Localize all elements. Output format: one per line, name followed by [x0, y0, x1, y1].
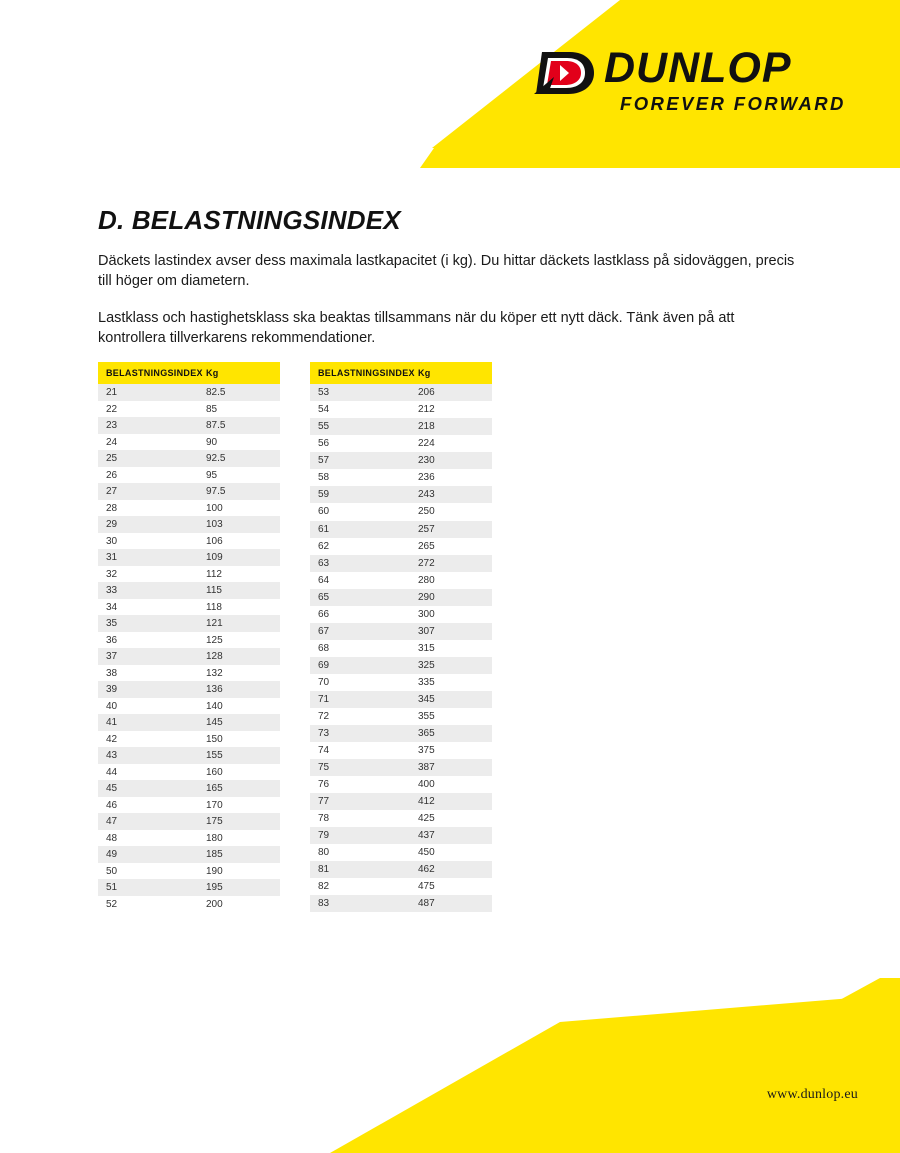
cell-index: 62	[310, 538, 410, 555]
cell-kg: 97.5	[198, 483, 280, 500]
table-row	[98, 533, 280, 550]
cell-index: 27	[98, 483, 198, 500]
column-header-index: BELASTNINGSINDEX	[310, 362, 410, 384]
cell-kg: 224	[410, 435, 492, 452]
cell-kg: 230	[410, 452, 492, 469]
cell-index: 23	[98, 417, 198, 434]
cell-kg: 325	[410, 657, 492, 674]
cell-index: 75	[310, 759, 410, 776]
cell-index: 52	[98, 896, 198, 913]
load-index-table-left	[98, 362, 280, 912]
cell-index: 32	[98, 566, 198, 583]
table-row	[98, 566, 280, 583]
cell-kg: 128	[198, 648, 280, 665]
cell-index: 29	[98, 516, 198, 533]
cell-index: 34	[98, 599, 198, 616]
cell-index: 31	[98, 549, 198, 566]
cell-index: 42	[98, 731, 198, 748]
table-row	[310, 469, 492, 486]
cell-index: 81	[310, 861, 410, 878]
cell-index: 24	[98, 434, 198, 451]
cell-index: 44	[98, 764, 198, 781]
table-row	[310, 452, 492, 469]
cell-kg: 475	[410, 878, 492, 895]
cell-index: 59	[310, 486, 410, 503]
cell-kg: 82.5	[198, 384, 280, 401]
table-row	[310, 384, 492, 401]
cell-kg: 125	[198, 632, 280, 649]
table-row	[98, 665, 280, 682]
table-row	[98, 582, 280, 599]
table-row	[310, 827, 492, 844]
cell-index: 57	[310, 452, 410, 469]
table-row	[310, 538, 492, 555]
cell-kg: 190	[198, 863, 280, 880]
table-row	[98, 450, 280, 467]
page-title: D. BELASTNINGSINDEX	[98, 205, 401, 235]
cell-kg: 315	[410, 640, 492, 657]
cell-index: 38	[98, 665, 198, 682]
cell-index: 61	[310, 521, 410, 538]
cell-index: 66	[310, 606, 410, 623]
cell-kg: 115	[198, 582, 280, 599]
table-row	[310, 589, 492, 606]
column-header-index: BELASTNINGSINDEX	[98, 362, 198, 384]
cell-index: 58	[310, 469, 410, 486]
table-row	[98, 417, 280, 434]
cell-index: 67	[310, 623, 410, 640]
cell-kg: 85	[198, 401, 280, 418]
table-row	[98, 632, 280, 649]
cell-index: 78	[310, 810, 410, 827]
table-header-row	[98, 362, 280, 384]
cell-index: 68	[310, 640, 410, 657]
table-row	[310, 572, 492, 589]
footer-banner	[0, 978, 900, 1153]
table-row	[310, 742, 492, 759]
table-row	[98, 896, 280, 913]
table-row	[98, 863, 280, 880]
cell-kg: 160	[198, 764, 280, 781]
table-row	[310, 895, 492, 912]
cell-index: 25	[98, 450, 198, 467]
cell-kg: 103	[198, 516, 280, 533]
cell-kg: 87.5	[198, 417, 280, 434]
cell-kg: 109	[198, 549, 280, 566]
cell-kg: 355	[410, 708, 492, 725]
cell-kg: 136	[198, 681, 280, 698]
cell-index: 41	[98, 714, 198, 731]
table-row	[98, 698, 280, 715]
cell-kg: 112	[198, 566, 280, 583]
table-row	[98, 830, 280, 847]
cell-kg: 365	[410, 725, 492, 742]
table-row	[310, 555, 492, 572]
table-row	[310, 657, 492, 674]
cell-kg: 487	[410, 895, 492, 912]
table-row	[98, 780, 280, 797]
cell-kg: 100	[198, 500, 280, 517]
cell-index: 73	[310, 725, 410, 742]
cell-kg: 90	[198, 434, 280, 451]
cell-index: 71	[310, 691, 410, 708]
cell-kg: 375	[410, 742, 492, 759]
header-banner	[0, 0, 900, 200]
cell-index: 80	[310, 844, 410, 861]
table-row	[310, 486, 492, 503]
cell-kg: 218	[410, 418, 492, 435]
cell-kg: 155	[198, 747, 280, 764]
table-row	[310, 844, 492, 861]
table-row	[310, 793, 492, 810]
load-index-table-right	[310, 362, 492, 912]
cell-index: 21	[98, 384, 198, 401]
table-row	[98, 516, 280, 533]
cell-kg: 387	[410, 759, 492, 776]
cell-index: 36	[98, 632, 198, 649]
table-row	[310, 401, 492, 418]
cell-kg: 272	[410, 555, 492, 572]
cell-kg: 200	[198, 896, 280, 913]
intro-paragraph-2: Lastklass och hastighetsklass ska beaktas tillsammans när du köper ett nytt däck. Tänk även på att kontrollera tillverkarens rekommendationer.	[98, 310, 735, 346]
table-row	[98, 813, 280, 830]
cell-kg: 236	[410, 469, 492, 486]
table-row	[310, 521, 492, 538]
cell-index: 45	[98, 780, 198, 797]
table-row	[310, 503, 492, 520]
cell-kg: 150	[198, 731, 280, 748]
cell-kg: 345	[410, 691, 492, 708]
cell-index: 56	[310, 435, 410, 452]
cell-index: 74	[310, 742, 410, 759]
cell-index: 26	[98, 467, 198, 484]
cell-index: 43	[98, 747, 198, 764]
cell-kg: 185	[198, 846, 280, 863]
cell-kg: 175	[198, 813, 280, 830]
table-row	[310, 878, 492, 895]
cell-kg: 206	[410, 384, 492, 401]
cell-kg: 425	[410, 810, 492, 827]
cell-index: 22	[98, 401, 198, 418]
table-row	[310, 708, 492, 725]
cell-index: 49	[98, 846, 198, 863]
cell-kg: 300	[410, 606, 492, 623]
table-row	[98, 846, 280, 863]
load-index-table-left-body	[98, 384, 280, 912]
cell-index: 28	[98, 500, 198, 517]
table-row	[98, 764, 280, 781]
cell-kg: 243	[410, 486, 492, 503]
cell-index: 64	[310, 572, 410, 589]
cell-index: 47	[98, 813, 198, 830]
cell-kg: 180	[198, 830, 280, 847]
cell-kg: 106	[198, 533, 280, 550]
cell-kg: 290	[410, 589, 492, 606]
cell-kg: 132	[198, 665, 280, 682]
cell-index: 72	[310, 708, 410, 725]
footer-banner-shape	[0, 978, 900, 1153]
table-row	[310, 606, 492, 623]
table-row	[310, 810, 492, 827]
table-row	[310, 725, 492, 742]
cell-index: 48	[98, 830, 198, 847]
cell-index: 54	[310, 401, 410, 418]
table-row	[98, 599, 280, 616]
cell-index: 69	[310, 657, 410, 674]
cell-index: 50	[98, 863, 198, 880]
table-row	[98, 747, 280, 764]
cell-index: 65	[310, 589, 410, 606]
cell-kg: 212	[410, 401, 492, 418]
cell-kg: 257	[410, 521, 492, 538]
cell-index: 39	[98, 681, 198, 698]
cell-kg: 400	[410, 776, 492, 793]
cell-index: 60	[310, 503, 410, 520]
column-header-kg: Kg	[198, 362, 280, 384]
dunlop-tagline: FOREVER FORWARD	[620, 93, 846, 114]
load-index-tables	[98, 362, 818, 912]
cell-index: 33	[98, 582, 198, 599]
cell-index: 76	[310, 776, 410, 793]
cell-index: 40	[98, 698, 198, 715]
table-row	[310, 640, 492, 657]
cell-index: 79	[310, 827, 410, 844]
cell-kg: 335	[410, 674, 492, 691]
table-row	[98, 797, 280, 814]
cell-kg: 165	[198, 780, 280, 797]
table-row	[98, 615, 280, 632]
load-index-table-right-body	[310, 384, 492, 912]
cell-index: 82	[310, 878, 410, 895]
cell-kg: 265	[410, 538, 492, 555]
table-row	[310, 776, 492, 793]
table-row	[98, 879, 280, 896]
cell-index: 55	[310, 418, 410, 435]
cell-index: 70	[310, 674, 410, 691]
table-row	[310, 418, 492, 435]
dunlop-logo	[534, 44, 864, 128]
cell-kg: 92.5	[198, 450, 280, 467]
cell-kg: 280	[410, 572, 492, 589]
cell-index: 30	[98, 533, 198, 550]
intro-paragraph-1: Däckets lastindex avser dess maximala lastkapacitet (i kg). Du hittar däckets lastklass på sidoväggen, precis till höger om diametern.	[98, 253, 795, 289]
table-row	[98, 731, 280, 748]
cell-kg: 145	[198, 714, 280, 731]
cell-kg: 170	[198, 797, 280, 814]
cell-kg: 307	[410, 623, 492, 640]
cell-kg: 412	[410, 793, 492, 810]
cell-kg: 118	[198, 599, 280, 616]
cell-kg: 121	[198, 615, 280, 632]
table-row	[310, 674, 492, 691]
cell-index: 77	[310, 793, 410, 810]
table-row	[310, 623, 492, 640]
cell-kg: 462	[410, 861, 492, 878]
table-row	[98, 549, 280, 566]
table-row	[98, 384, 280, 401]
table-row	[98, 467, 280, 484]
cell-kg: 450	[410, 844, 492, 861]
cell-index: 53	[310, 384, 410, 401]
table-row	[98, 500, 280, 517]
cell-kg: 95	[198, 467, 280, 484]
table-row	[310, 759, 492, 776]
table-row	[98, 714, 280, 731]
table-row	[98, 401, 280, 418]
column-header-kg: Kg	[410, 362, 492, 384]
cell-kg: 140	[198, 698, 280, 715]
cell-index: 63	[310, 555, 410, 572]
cell-kg: 250	[410, 503, 492, 520]
table-row	[310, 691, 492, 708]
dunlop-wordmark: DUNLOP	[604, 44, 792, 92]
cell-index: 37	[98, 648, 198, 665]
cell-index: 35	[98, 615, 198, 632]
dunlop-flying-d-icon	[534, 50, 596, 96]
cell-index: 83	[310, 895, 410, 912]
cell-kg: 195	[198, 879, 280, 896]
table-row	[98, 483, 280, 500]
table-header-row	[310, 362, 492, 384]
table-row	[98, 681, 280, 698]
table-row	[98, 648, 280, 665]
table-row	[98, 434, 280, 451]
cell-index: 46	[98, 797, 198, 814]
table-row	[310, 861, 492, 878]
cell-kg: 437	[410, 827, 492, 844]
footer-url[interactable]: www.dunlop.eu	[766, 1087, 858, 1102]
cell-index: 51	[98, 879, 198, 896]
main-content	[98, 205, 818, 912]
table-row	[310, 435, 492, 452]
